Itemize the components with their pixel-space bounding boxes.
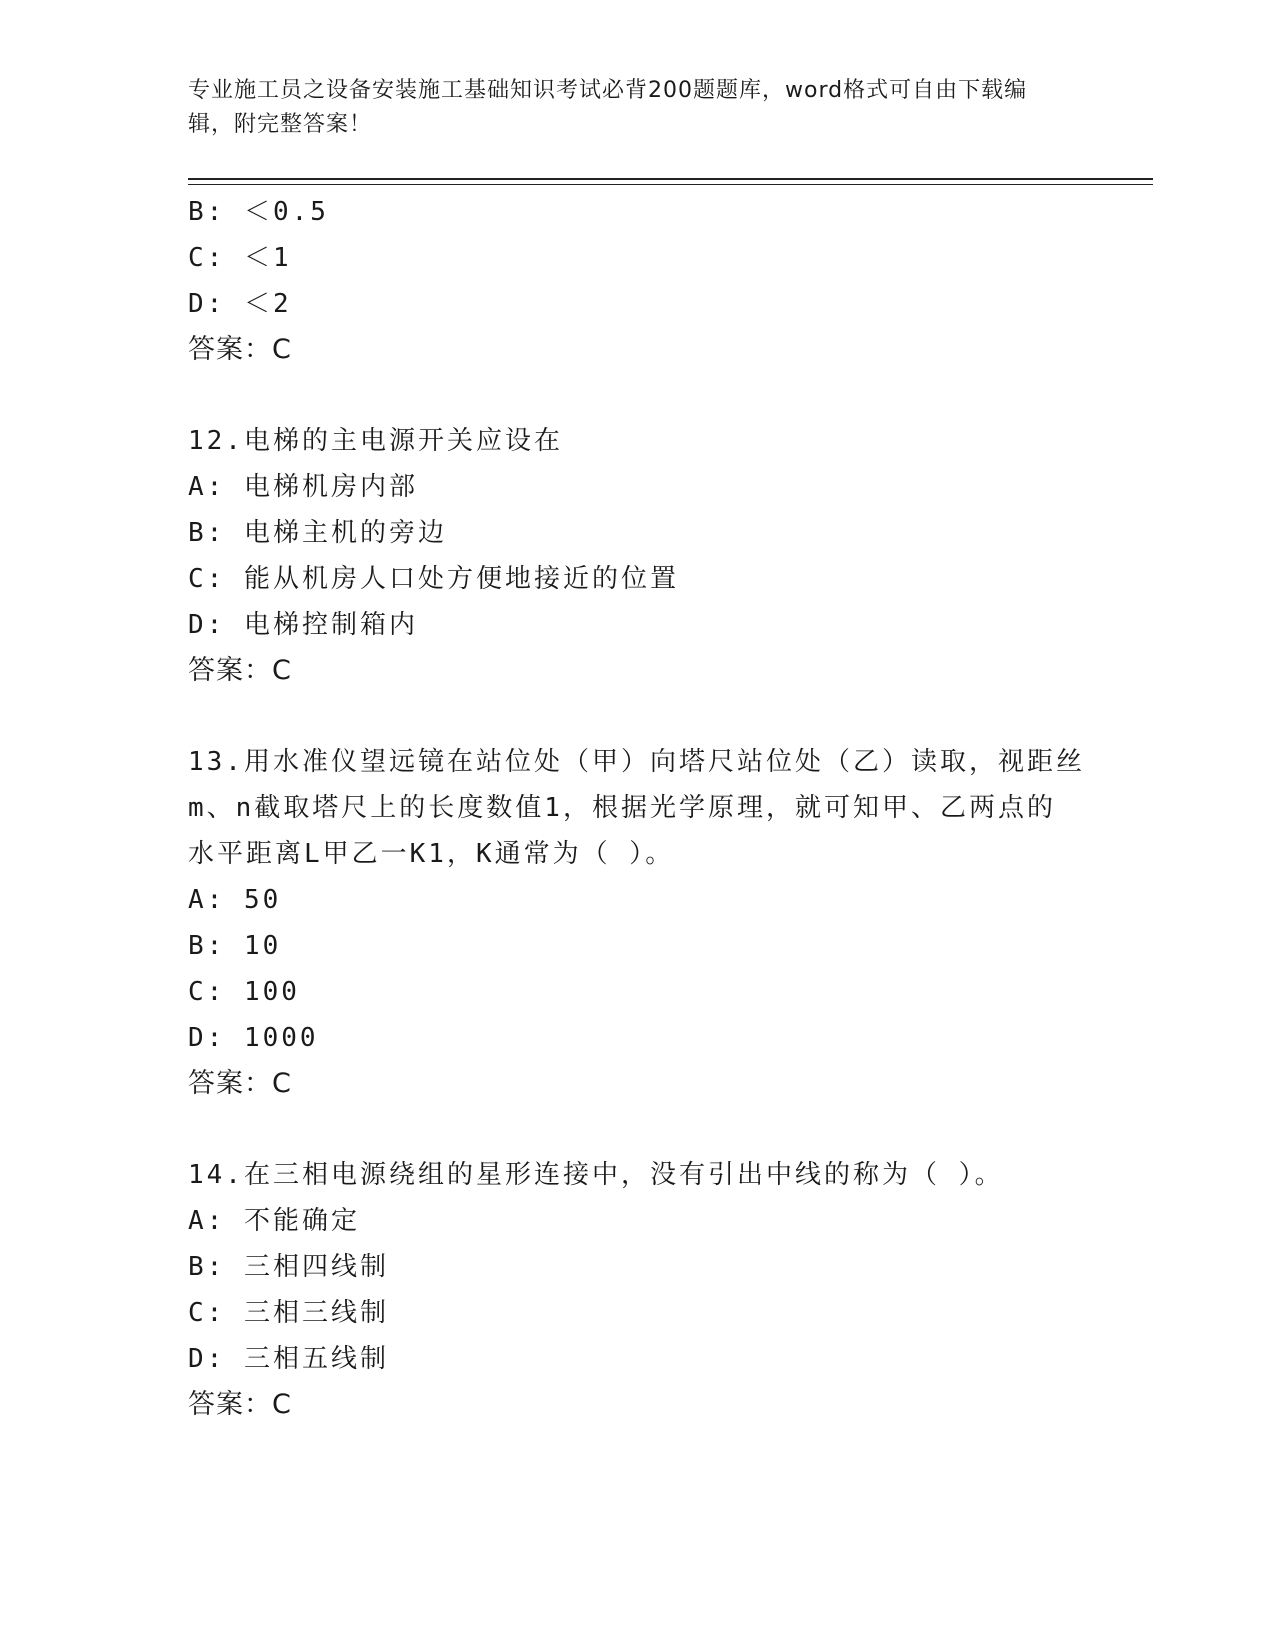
answer: 答案：C (188, 334, 292, 365)
option-a: A: 不能确定 (188, 1206, 360, 1236)
option-c: C: 三相三线制 (188, 1298, 389, 1328)
option-c: C: ＜1 (188, 243, 292, 273)
option-d: D: 三相五线制 (188, 1344, 389, 1374)
question-stem: 13.用水准仪望远镜在站位处（甲）向塔尺站位处（乙）读取，视距丝 (188, 747, 1085, 777)
page-header: 专业施工员之设备安装施工基础知识考试必背200题题库，word格式可自由下载编辑，附完整答案！ (188, 78, 1028, 137)
document-body (188, 189, 1148, 1428)
option-d: D: 1000 (188, 1023, 319, 1053)
option-b: B: 电梯主机的旁边 (188, 518, 447, 548)
answer: 答案：C (188, 1389, 292, 1420)
option-c: C: 能从机房人口处方便地接近的位置 (188, 564, 679, 594)
option-b: B: 10 (188, 931, 282, 961)
question-stem: 12.电梯的主电源开关应设在 (188, 426, 563, 456)
option-b: B: ＜0.5 (188, 197, 329, 227)
option-b: B: 三相四线制 (188, 1252, 389, 1282)
answer: 答案：C (188, 1068, 292, 1099)
option-d: D: ＜2 (188, 289, 292, 319)
option-a: A: 电梯机房内部 (188, 472, 418, 502)
question-stem: m、n截取塔尺上的长度数值1，根据光学原理，就可知甲、乙两点的 (188, 793, 1056, 823)
answer: 答案：C (188, 655, 292, 686)
question-stem: 14.在三相电源绕组的星形连接中，没有引出中线的称为（ ）。 (188, 1160, 1004, 1190)
option-d: D: 电梯控制箱内 (188, 610, 418, 640)
option-c: C: 100 (188, 977, 300, 1007)
question-stem: 水平距离L甲乙一K1，K通常为（ ）。 (188, 839, 675, 869)
option-a: A: 50 (188, 885, 282, 915)
header-divider (188, 178, 1153, 185)
question-14 (188, 1152, 1148, 1428)
question-12 (188, 418, 1148, 694)
question-11-partial (188, 189, 1148, 373)
question-13 (188, 739, 1148, 1107)
